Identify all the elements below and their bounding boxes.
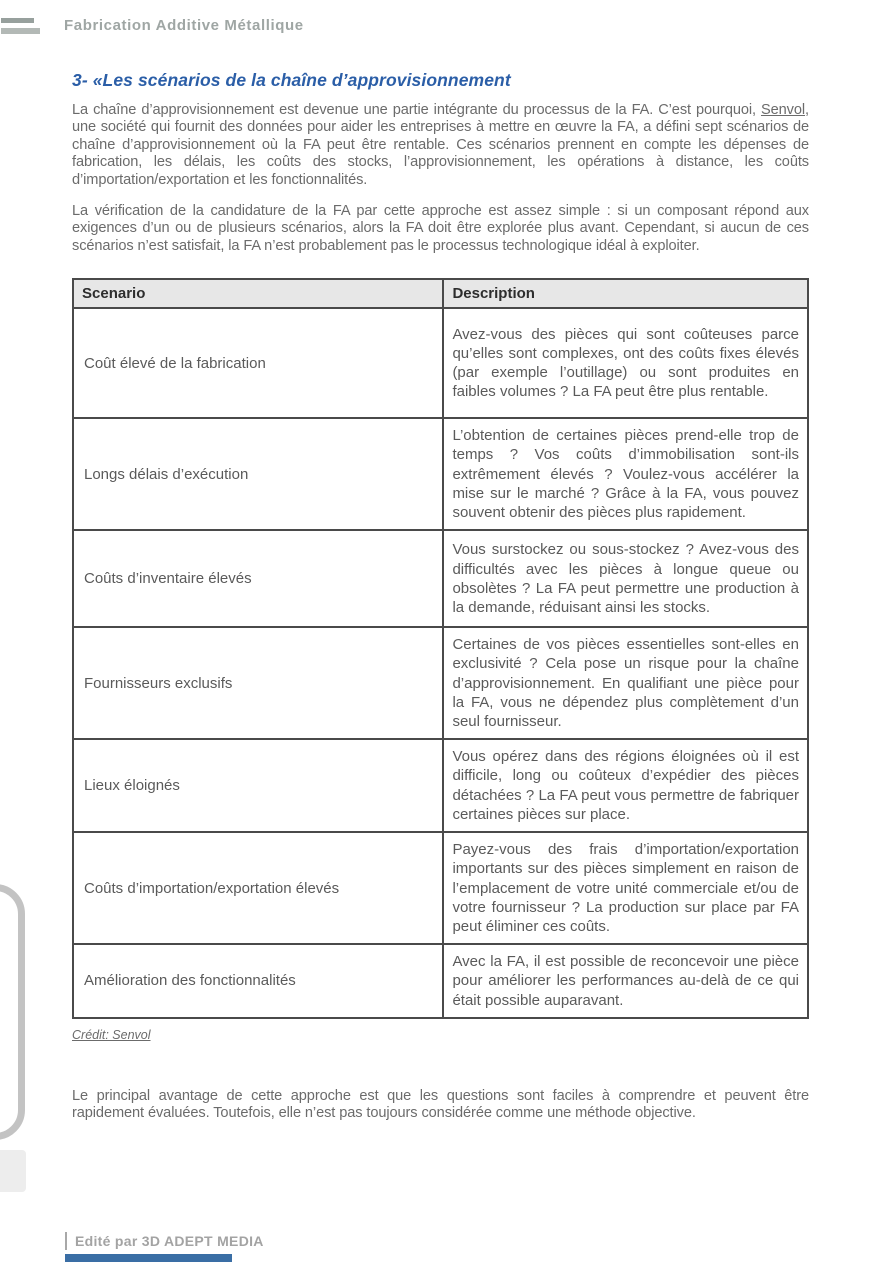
document-title: Fabrication Additive Métallique	[64, 17, 304, 34]
scenario-cell: Coût élevé de la fabrication	[73, 308, 443, 418]
logo-bar-bottom	[1, 28, 40, 34]
logo-bar-top	[1, 18, 34, 23]
page-header	[0, 15, 892, 55]
publisher-credit: Edité par 3D ADEPT MEDIA	[75, 1233, 264, 1249]
table-row	[73, 418, 808, 530]
scenario-cell: Coûts d’importation/exportation élevés	[73, 832, 443, 944]
paragraph-conclusion: Le principal avantage de cette approche est que les questions sont faciles à comprendre et peuvent être rapidement évaluées. Toutefois, elle n’est pas toujours considérée comme une méthode objective.	[72, 1087, 809, 1122]
scenario-cell: Fournisseurs exclusifs	[73, 627, 443, 739]
table-credit-link[interactable]: Crédit: Senvol	[72, 1027, 151, 1042]
paragraph-intro	[72, 102, 809, 189]
paragraph-verification: La vérification de la candidature de la FA par cette approche est assez simple : si un composant répond aux exigences d’un ou de plusieurs scénarios, alors la FA doit être explorée plus avant. Cependant, si aucun de ces scénarios n’est satisfait, la FA n’est probablement pas le processus technologique idéal à exploiter.	[72, 203, 809, 254]
description-cell: Avec la FA, il est possible de reconcevoir une pièce pour améliorer les performances au-delà de ce qui était possible auparavant.	[443, 944, 808, 1018]
paragraph-intro-start: La chaîne d’approvisionnement est devenue une partie intégrante du processus de la FA. C’est pourquoi,	[72, 102, 761, 118]
scenarios-table	[72, 278, 809, 1018]
paragraph-intro-end: , une société qui fournit des données pour aider les entreprises à mettre en œuvre la FA, a défini sept scénarios de chaîne d’approvisionnement où la FA peut être rentable. Ces scénarios prennent en compte les dépenses de fabrication, les délais, les coûts des stocks, l’approvisionnement, les opérations à distance, les coûts d’importation/exportation et les fonctionnalités.	[72, 102, 809, 188]
scenario-cell: Lieux éloignés	[73, 739, 443, 832]
scenario-cell: Amélioration des fonctionnalités	[73, 944, 443, 1018]
table-row	[73, 627, 808, 739]
table-row	[73, 832, 808, 944]
footer-accent-bar	[65, 1254, 232, 1262]
description-cell: Certaines de vos pièces essentielles sont-elles en exclusivité ? Cela pose un risque pour la chaîne d’approvisionnement. En qualifiant une pièce pour la FA, vous ne dépendez plus complètement d’un seul fournisseur.	[443, 627, 808, 739]
senvol-link[interactable]: Senvol	[761, 102, 806, 118]
brand-logo-icon	[0, 17, 42, 37]
scenario-cell: Coûts d’inventaire élevés	[73, 530, 443, 627]
description-cell: Vous opérez dans des régions éloignées où il est difficile, long ou coûteux d’expédier des pièces détachées ? La FA peut vous permettre de fabriquer certaines pièces sur place.	[443, 739, 808, 832]
table-row	[73, 308, 808, 418]
table-row	[73, 944, 808, 1018]
table-row	[73, 739, 808, 832]
main-content	[72, 70, 809, 1123]
description-cell: Payez-vous des frais d’importation/exportation importants sur des pièces simplement en raison de l’emplacement de votre unité commerciale et/ou de votre fournisseur ? La production sur place par FA peut éliminer ces coûts.	[443, 832, 808, 944]
description-cell: L’obtention de certaines pièces prend-elle trop de temps ? Vos coûts d’immobilisation sont-ils extrêmement élevés ? Voulez-vous accélérer la mise sur le marché ? Grâce à la FA, vous pouvez souvent obtenir des pièces plus rapidement.	[443, 418, 808, 530]
table-row	[73, 530, 808, 627]
margin-rounded-outline	[0, 884, 25, 1140]
scenario-cell: Longs délais d’exécution	[73, 418, 443, 530]
description-cell: Vous surstockez ou sous-stockez ? Avez-vous des difficultés avec les pièces à longue queue ou obsolètes ? La FA peut permettre une production à la demande, réduisant ainsi les stocks.	[443, 530, 808, 627]
footer-divider	[65, 1232, 67, 1250]
margin-gray-block	[0, 1150, 26, 1192]
table-header-row	[73, 279, 808, 308]
description-cell: Avez-vous des pièces qui sont coûteuses parce qu’elles sont complexes, ont des coûts fixes élevés (par exemple l’outillage) ou sont produites en faibles volumes ? La FA peut être plus rentable.	[443, 308, 808, 418]
column-header-scenario: Scenario	[73, 279, 443, 308]
section-heading: 3- «Les scénarios de la chaîne d’approvisionnement	[72, 70, 511, 90]
column-header-description: Description	[443, 279, 808, 308]
